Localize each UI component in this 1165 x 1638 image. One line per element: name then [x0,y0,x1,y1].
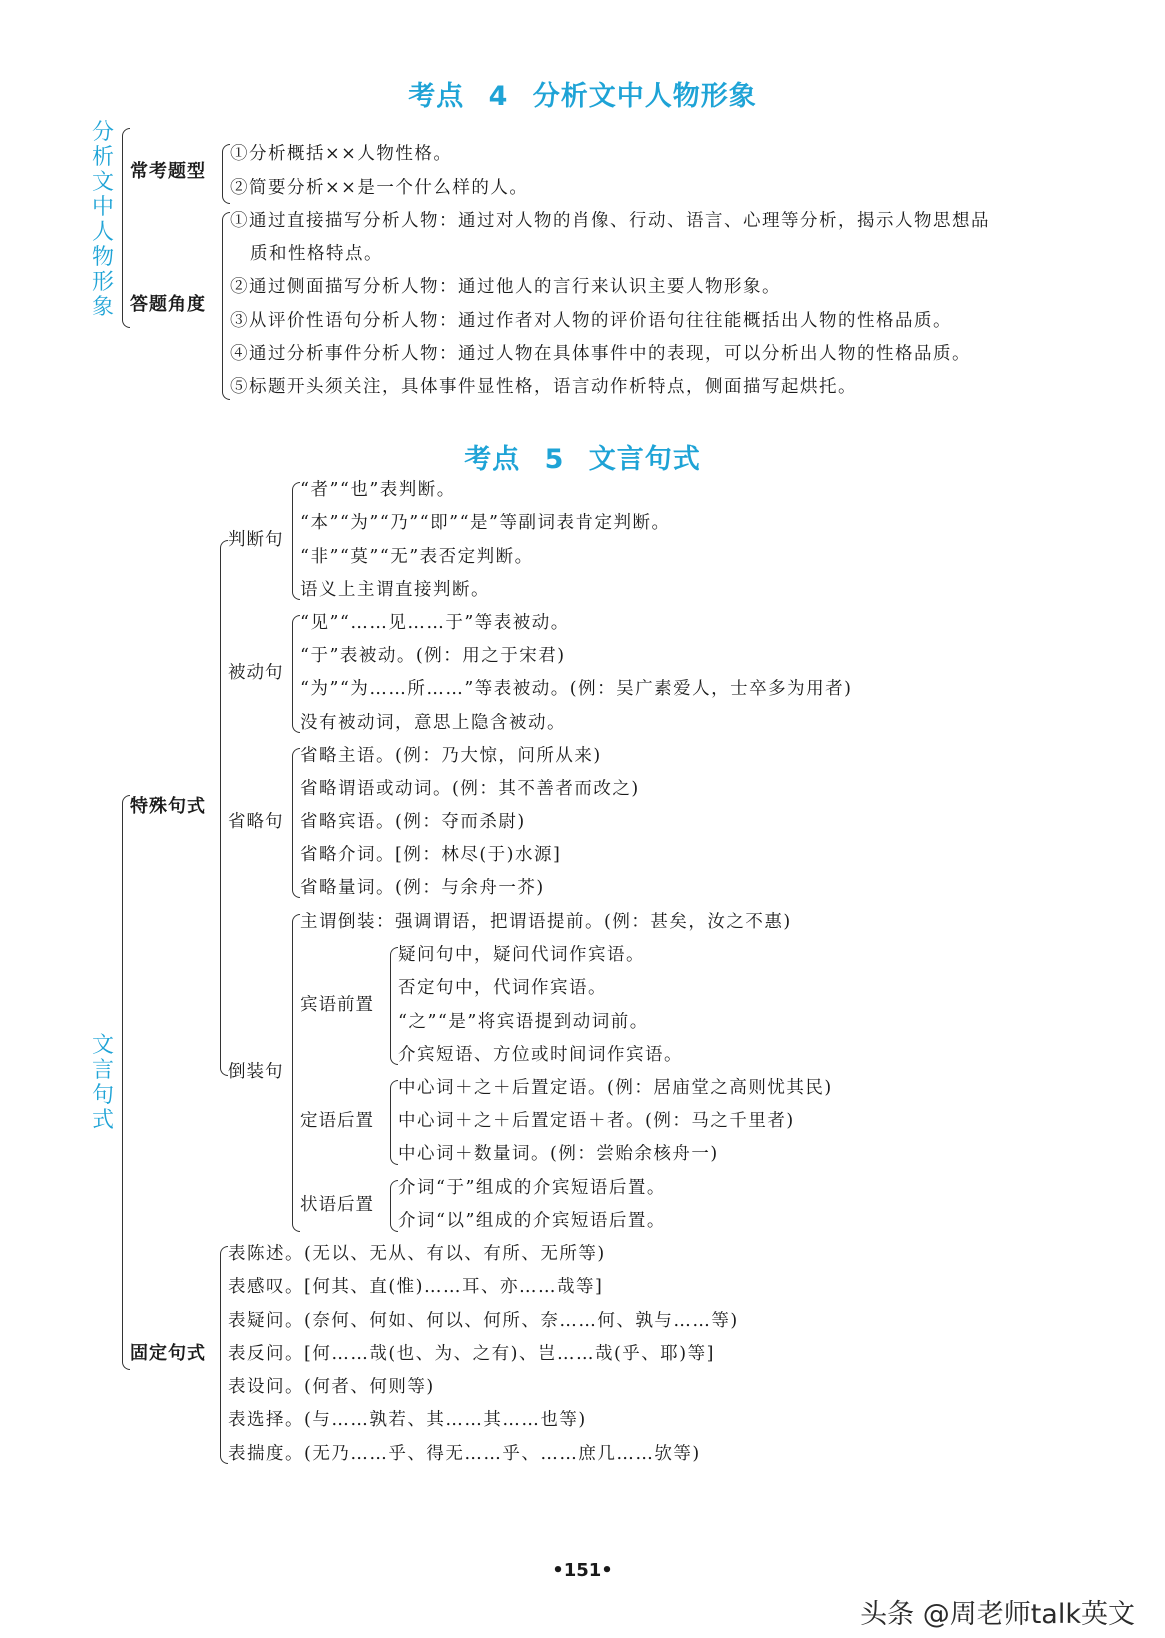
object-front-item-3: “之”“是”将宾语提到动词前。 [398,1012,649,1032]
omission-item-5: 省略量词。(例：与余舟一芥) [300,878,545,898]
judge-item-2: “本”“为”“乃”“即”“是”等副词表肯定判断。 [300,513,671,533]
object-front-bracket [390,947,398,1065]
inverted-sentence-label: 倒装句 [228,1062,284,1082]
question-type-bracket [222,144,230,204]
passive-sentence-label: 被动句 [228,663,284,683]
adverbial-post-label: 状语后置 [300,1195,374,1215]
section4-side-title: 分 析 文 中 人 物 形 象 [91,120,114,320]
omission-sentence-label: 省略句 [228,812,284,832]
judge-bracket [292,482,300,600]
question-item-1: ①分析概括××人物性格。 [230,144,453,164]
passive-item-2: “于”表被动。(例：用之于宋君) [300,646,566,666]
section5-side-title: 文 言 句 式 [91,1033,114,1133]
fixed-item-2: 表感叹。[何其、直(惟)……耳、亦……哉等] [228,1277,604,1297]
omission-item-3: 省略宾语。(例：夺而杀尉) [300,812,526,832]
fixed-item-5: 表设问。(何者、何则等) [228,1377,435,1397]
special-sentence-label: 特殊句式 [130,796,206,817]
judge-sentence-label: 判断句 [228,530,284,550]
answer-item-1-cont: 质和性格特点。 [250,244,383,264]
object-front-item-4: 介宾短语、方位或时间词作宾语。 [398,1045,683,1065]
attributive-post-item-1: 中心词＋之＋后置定语。(例：居庙堂之高则忧其民) [398,1078,833,1098]
fixed-item-4: 表反问。[何……哉(也、为、之有)、岂……哉(乎、耶)等] [228,1344,715,1364]
adverbial-post-item-1: 介词“于”组成的介宾短语后置。 [398,1178,666,1198]
special-sentence-bracket [220,540,228,1076]
omission-item-2: 省略谓语或动词。(例：其不善者而改之) [300,779,640,799]
answer-angle-bracket [222,212,230,400]
section4-main-bracket [122,128,130,328]
section4-heading: 考点 4 分析文中人物形象 [408,81,757,112]
section5-heading: 考点 5 文言句式 [464,444,701,475]
adverbial-post-item-2: 介词“以”组成的介宾短语后置。 [398,1211,666,1231]
object-front-item-2: 否定句中，代词作宾语。 [398,978,607,998]
omission-item-1: 省略主语。(例：乃大惊，问所从来) [300,746,602,766]
inverted-bracket [292,914,300,1232]
passive-item-3: “为”“为……所……”等表被动。(例：吴广素爱人，士卒多为用者) [300,679,853,699]
object-front-item-1: 疑问句中，疑问代词作宾语。 [398,945,645,965]
fixed-sentence-bracket [220,1246,228,1464]
attributive-post-item-3: 中心词＋数量词。(例：尝贻余核舟一) [398,1144,719,1164]
fixed-item-1: 表陈述。(无以、无从、有以、有所、无所等) [228,1244,606,1264]
answer-angle-label: 答题角度 [130,294,206,315]
fixed-item-7: 表揣度。(无乃……乎、得无……乎、……庶几……欤等) [228,1444,701,1464]
answer-item-1: ①通过直接描写分析人物：通过对人物的肖像、行动、语言、心理等分析，揭示人物思想品 [230,211,990,231]
passive-item-1: “见”“……见……于”等表被动。 [300,613,570,633]
answer-item-3: ③从评价性语句分析人物：通过作者对人物的评价语句往往能概括出人物的性格品质。 [230,311,952,331]
attributive-post-label: 定语后置 [300,1111,374,1131]
answer-item-2: ②通过侧面描写分析人物：通过他人的言行来认识主要人物形象。 [230,277,781,297]
judge-item-1: “者”“也”表判断。 [300,480,456,500]
passive-item-4: 没有被动词，意思上隐含被动。 [300,713,566,733]
judge-item-4: 语义上主谓直接判断。 [300,580,490,600]
question-type-label: 常考题型 [130,161,206,182]
adverbial-post-bracket [390,1180,398,1232]
attributive-post-item-2: 中心词＋之＋后置定语＋者。(例：马之千里者) [398,1111,795,1131]
judge-item-3: “非”“莫”“无”表否定判断。 [300,547,534,567]
subject-predicate-inversion: 主谓倒装：强调谓语，把谓语提前。(例：甚矣，汝之不惠) [300,912,792,932]
fixed-item-3: 表疑问。(奈何、何如、何以、何所、奈……何、孰与……等) [228,1311,739,1331]
passive-bracket [292,615,300,733]
attributive-post-bracket [390,1080,398,1165]
page-number: •151• [552,1560,613,1581]
answer-item-5: ⑤标题开头须关注，具体事件显性格，语言动作析特点，侧面描写起烘托。 [230,377,857,397]
omission-bracket [292,748,300,898]
section5-main-bracket [122,795,130,1370]
omission-item-4: 省略介词。[例：林尽(于)水源] [300,845,562,865]
watermark: 头条 @周老师talk英文 [860,1599,1135,1630]
answer-item-4: ④通过分析事件分析人物：通过人物在具体事件中的表现，可以分析出人物的性格品质。 [230,344,971,364]
object-front-label: 宾语前置 [300,995,374,1015]
fixed-sentence-label: 固定句式 [130,1343,206,1364]
question-item-2: ②简要分析××是一个什么样的人。 [230,178,529,198]
fixed-item-6: 表选择。(与……孰若、其……其……也等) [228,1410,587,1430]
